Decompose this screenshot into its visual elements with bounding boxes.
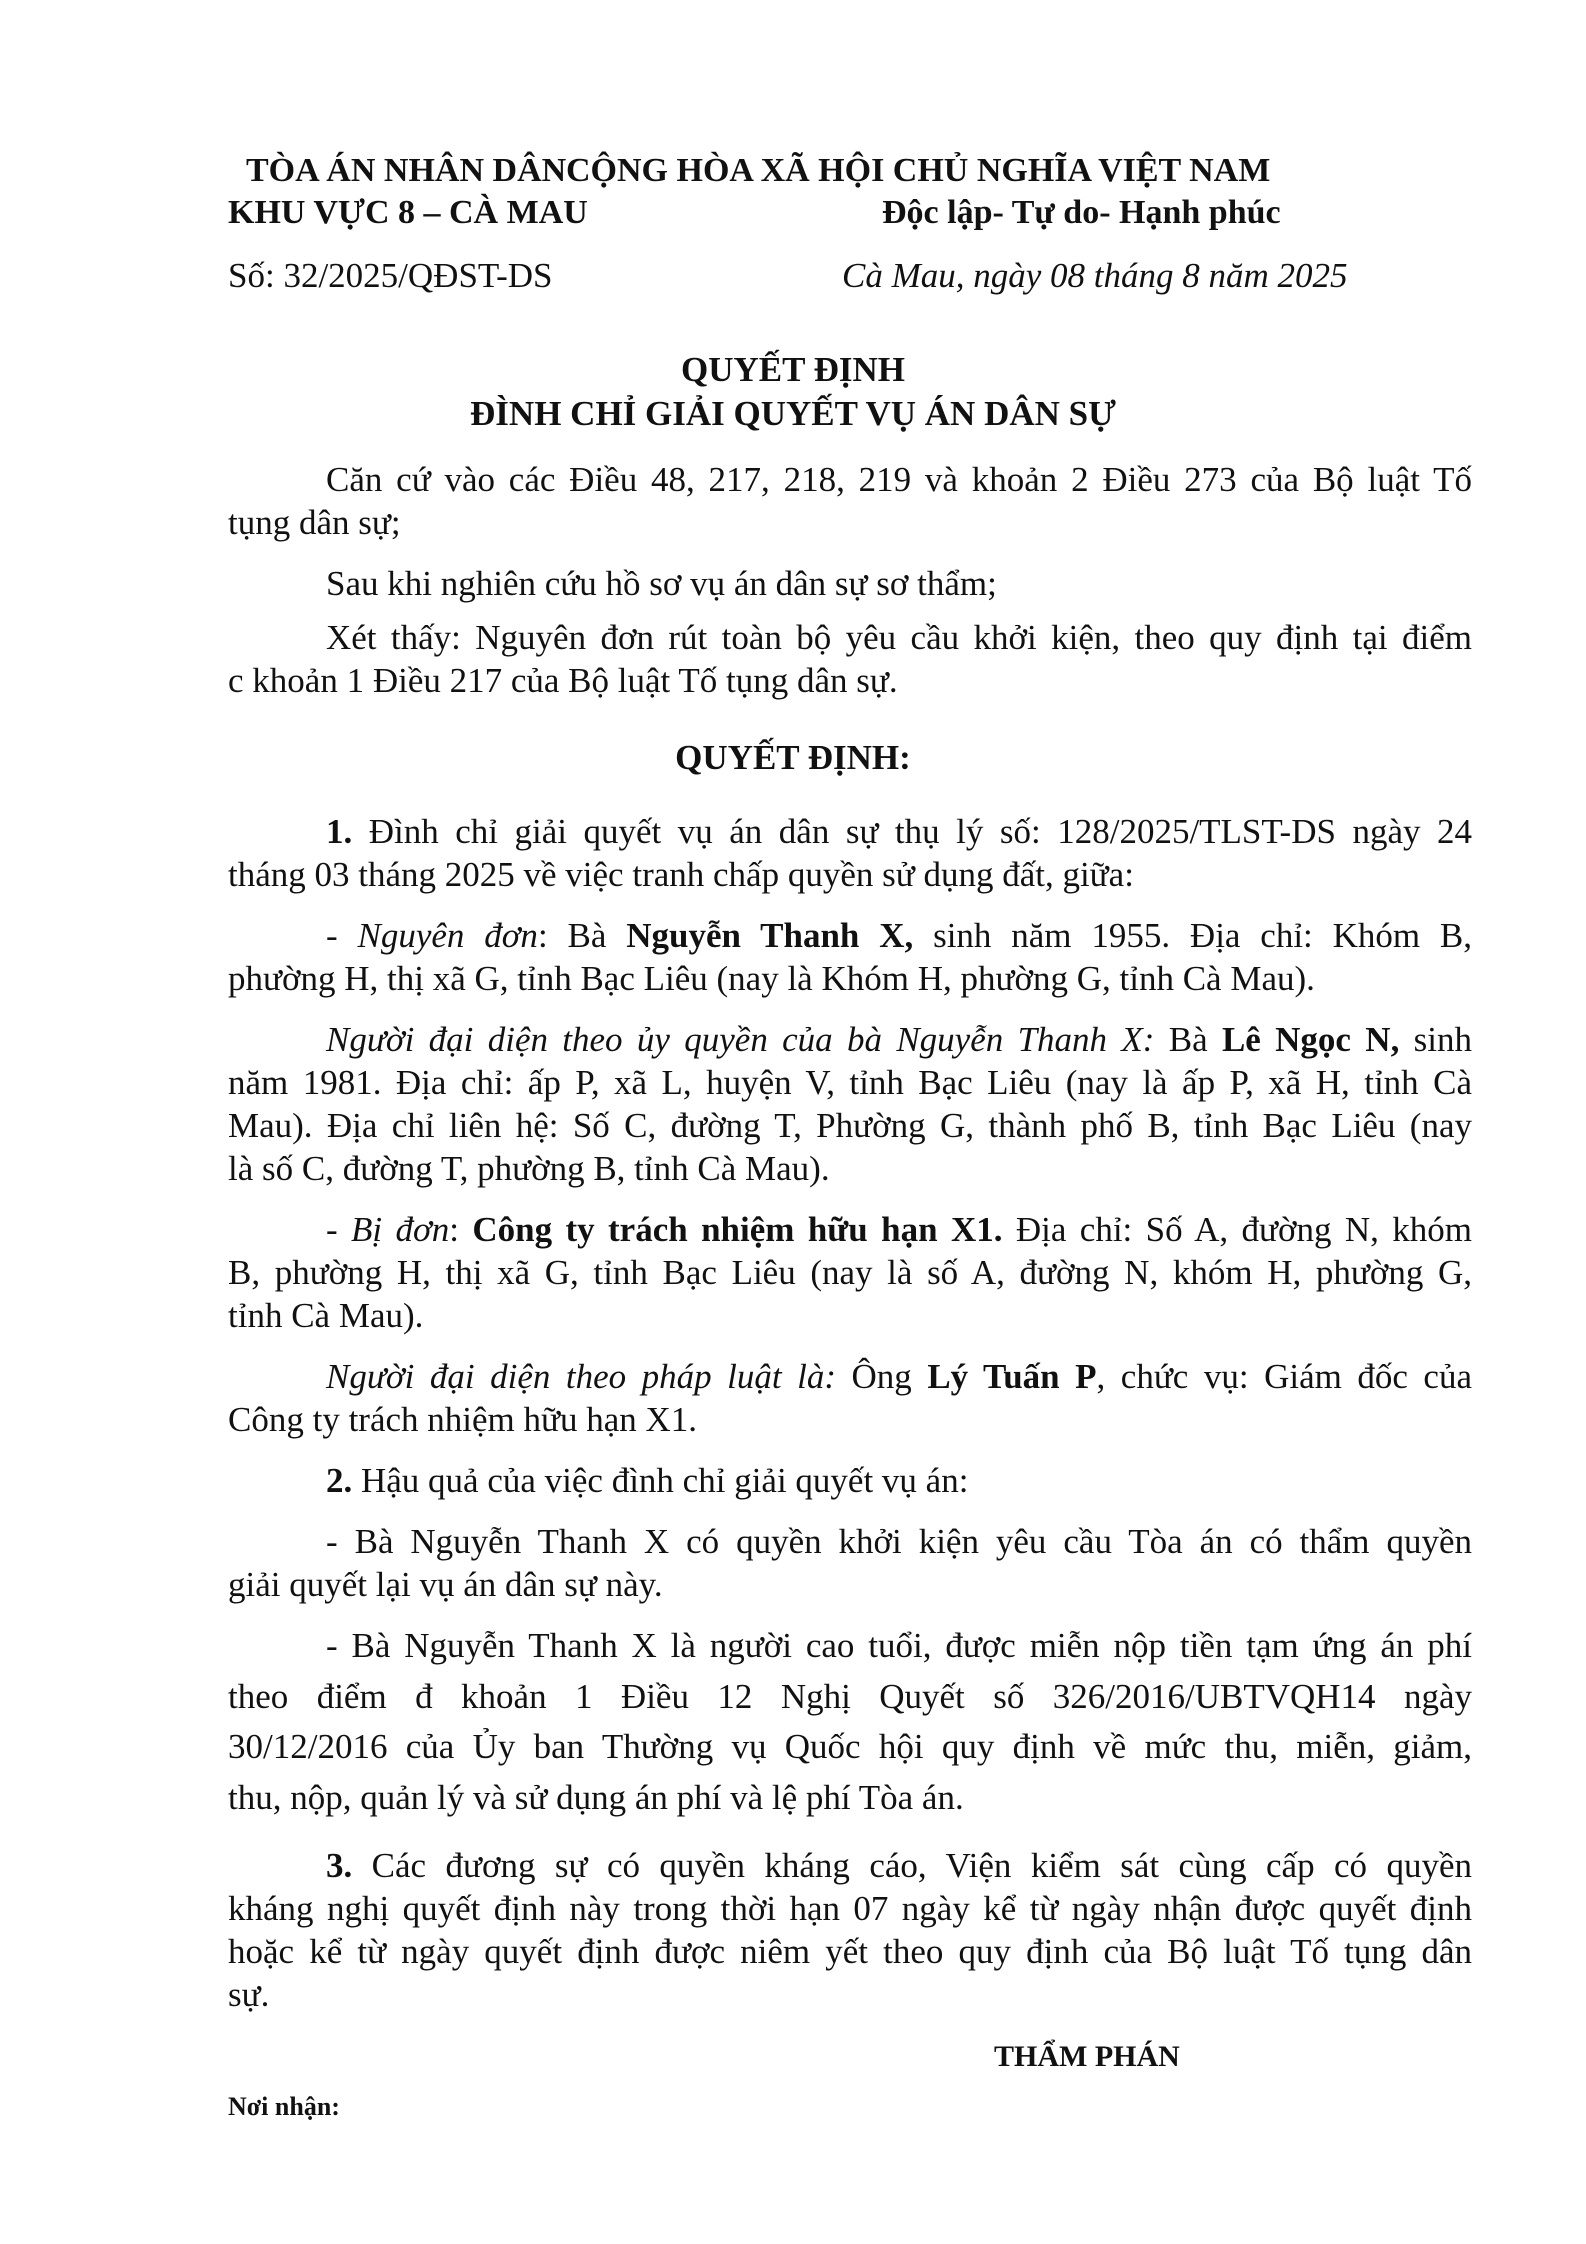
item1-number: 1.: [326, 812, 353, 851]
item3-text-cont1: kháng nghị quyết định này trong thời hạn 07 ngày kể từ ngày nhận được quyết định: [228, 1889, 1472, 1928]
legal-representative-label: Người đại diện theo pháp luật là:: [326, 1357, 837, 1396]
legal-representative-company: Công ty trách nhiệm hữu hạn X1.: [228, 1400, 698, 1439]
decision-heading: QUYẾT ĐỊNH:: [675, 738, 911, 777]
item3-number: 3.: [326, 1846, 353, 1885]
item2-bullet2: - Bà Nguyễn Thanh X là người cao tuổi, được miễn nộp tiền tạm ứng án phí: [326, 1626, 1472, 1665]
legal-representative-line: [326, 1359, 1472, 1394]
preamble-legal-basis: Căn cứ vào các Điều 48, 217, 218, 219 và khoản 2 Điều 273 của Bộ luật Tố: [326, 460, 1472, 499]
item3-text-cont2: hoặc kể từ ngày quyết định được niêm yết theo quy định của Bộ luật Tố tụng dân: [228, 1932, 1472, 1971]
legal-representative-details: , chức vụ: Giám đốc của: [1096, 1357, 1472, 1396]
item1-text: [326, 814, 1472, 849]
preamble-finding: Xét thấy: Nguyên đơn rút toàn bộ yêu cầu khởi kiện, theo quy định tại điểm: [326, 618, 1472, 657]
document-title: QUYẾT ĐỊNH: [681, 350, 905, 389]
plaintiff-representative-line: [326, 1022, 1472, 1057]
item2-bullet2-cont3: thu, nộp, quản lý và sử dụng án phí và lệ phí Tòa án.: [228, 1778, 964, 1817]
preamble-finding-cont: c khoản 1 Điều 217 của Bộ luật Tố tụng dân sự.: [228, 661, 898, 700]
national-motto-line1: CỘNG HÒA XÃ HỘI CHỦ NGHĨA VIỆT NAM: [566, 152, 1271, 189]
item3-text: [326, 1848, 1472, 1883]
legal-representative-prefix: Ông: [836, 1357, 928, 1396]
defendant-line: [326, 1212, 1472, 1247]
representative-prefix: Bà: [1154, 1020, 1222, 1059]
recipients-label: Nơi nhận:: [228, 2092, 340, 2121]
court-name-line1: TÒA ÁN NHÂN DÂN: [246, 152, 567, 189]
document-number: Số: 32/2025/QĐST-DS: [228, 256, 553, 295]
item2-text-body: Hậu quả của việc đình chỉ giải quyết vụ án:: [352, 1461, 969, 1500]
defendant-dash: -: [326, 1210, 352, 1249]
court-name-line2: KHU VỰC 8 – CÀ MAU: [228, 194, 588, 231]
item2-number: 2.: [326, 1461, 353, 1500]
signer-title: THẨM PHÁN: [994, 2040, 1180, 2073]
defendant-colon: :: [449, 1210, 473, 1249]
item2-bullet2-cont1: theo điểm đ khoản 1 Điều 12 Nghị Quyết số 326/2016/UBTVQH14 ngày: [228, 1677, 1472, 1716]
representative-address-3: là số C, đường T, phường B, tỉnh Cà Mau).: [228, 1149, 830, 1188]
representative-details: sinh: [1399, 1020, 1472, 1059]
plaintiff-name: Nguyễn Thanh X,: [626, 916, 914, 955]
document-subtitle: ĐÌNH CHỈ GIẢI QUYẾT VỤ ÁN DÂN SỰ: [470, 394, 1116, 433]
place-date: Cà Mau, ngày 08 tháng 8 năm 2025: [842, 256, 1348, 295]
item2-bullet1-cont: giải quyết lại vụ án dân sự này.: [228, 1565, 663, 1604]
defendant-address-1: B, phường H, thị xã G, tỉnh Bạc Liêu (nay là số A, đường N, khóm H, phường G,: [228, 1253, 1472, 1292]
defendant-name: Công ty trách nhiệm hữu hạn X1.: [472, 1210, 1003, 1249]
plaintiff-address: phường H, thị xã G, tỉnh Bạc Liêu (nay là Khóm H, phường G, tỉnh Cà Mau).: [228, 959, 1315, 998]
item2-bullet2-cont2: 30/12/2016 của Ủy ban Thường vụ Quốc hội quy định về mức thu, miễn, giảm,: [228, 1727, 1472, 1766]
item2-text: [326, 1463, 968, 1498]
item3-text-cont3: sự.: [228, 1975, 270, 2014]
national-motto-line2: Độc lập- Tự do- Hạnh phúc: [882, 194, 1281, 231]
representative-address-2: Mau). Địa chỉ liên hệ: Số C, đường T, Phường G, thành phố B, tỉnh Bạc Liêu (nay: [228, 1106, 1472, 1145]
representative-label: Người đại diện theo ủy quyền của bà Nguyễn Thanh X:: [326, 1020, 1155, 1059]
plaintiff-prefix: : Bà: [537, 916, 627, 955]
item2-bullet1: - Bà Nguyễn Thanh X có quyền khởi kiện yêu cầu Tòa án có thẩm quyền: [326, 1522, 1472, 1561]
plaintiff-label: Nguyên đơn: [357, 916, 538, 955]
plaintiff-line: [326, 918, 1472, 953]
item1-text-body: Đình chỉ giải quyết vụ án dân sự thụ lý số: 128/2025/TLST-DS ngày 24: [352, 812, 1472, 851]
item1-text-cont: tháng 03 tháng 2025 về việc tranh chấp quyền sử dụng đất, giữa:: [228, 855, 1134, 894]
plaintiff-dash: -: [326, 916, 358, 955]
item3-text-body: Các đương sự có quyền kháng cáo, Viện kiểm sát cùng cấp có quyền: [352, 1846, 1472, 1885]
defendant-label: Bị đơn: [351, 1210, 450, 1249]
defendant-details: Địa chỉ: Số A, đường N, khóm: [1002, 1210, 1472, 1249]
representative-address-1: năm 1981. Địa chỉ: ấp P, xã L, huyện V, tỉnh Bạc Liêu (nay là ấp P, xã H, tỉnh Cà: [228, 1063, 1472, 1102]
preamble-review: Sau khi nghiên cứu hồ sơ vụ án dân sự sơ thẩm;: [326, 564, 997, 603]
plaintiff-details: sinh năm 1955. Địa chỉ: Khóm B,: [913, 916, 1473, 955]
defendant-address-2: tỉnh Cà Mau).: [228, 1296, 424, 1335]
representative-name: Lê Ngọc N,: [1221, 1020, 1400, 1059]
legal-representative-name: Lý Tuấn P: [927, 1357, 1097, 1396]
preamble-legal-basis-cont: tụng dân sự;: [228, 503, 401, 542]
